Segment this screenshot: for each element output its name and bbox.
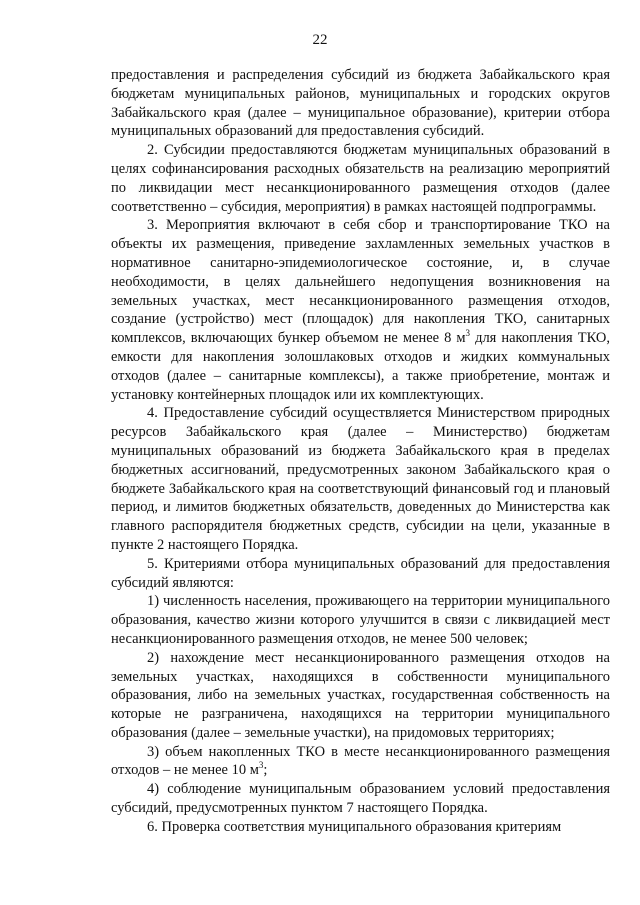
criterion-3-text: 3) объем накопленных ТКО в месте несанкционированного размещения отходов – не менее 10 м: [111, 743, 610, 779]
criterion-3: [111, 743, 610, 781]
criterion-2: 2) нахождение мест несанкционированного размещения отходов на земельных участках, находящихся в собственности муниципального образования, либо на земельных участках, государственная собственность на которые не разграничена, находящихся на территории муниципального образования (далее – земельные участки), на придомовых территориях;: [111, 649, 610, 741]
paragraph-3: [111, 216, 610, 404]
criterion-1: 1) численность населения, проживающего на территории муниципального образования, качество жизни которого улучшится в связи с ликвидацией мест несанкционированного размещения отходов, не менее 500 человек;: [111, 593, 610, 647]
criterion-4: 4) соблюдение муниципальным образованием условий предоставления субсидий, предусмотренных пунктом 7 настоящего Порядка.: [111, 781, 610, 817]
paragraph-5: 5. Критериями отбора муниципальных образований для предоставления субсидий являются:: [111, 555, 610, 591]
paragraph-2: 2. Субсидии предоставляются бюджетам муниципальных образований в целях софинансирования расходных обязательств на реализацию мероприятий по ликвидации мест несанкционированного размещения отходов (далее соответственно – субсидия, мероприятия) в рамках настоящей подпрограммы.: [111, 142, 610, 215]
paragraph-4: 4. Предоставление субсидий осуществляется Министерством природных ресурсов Забайкальского края (далее – Министерство) бюджетам муниципальных образований из бюджета Забайкальского края в пределах бюджетных ассигнований, предусмотренных законом Забайкальского края о бюджете Забайкальского края на соответствующий финансовый год и плановый период, и лимитов бюджетных обязательств, доведенных до Министерства как главного распорядителя бюджетных средств, субсидии на цели, указанные в пункте 2 настоящего Порядка.: [111, 405, 610, 553]
superscript-cubic-1: 3: [465, 328, 471, 339]
superscript-cubic-2: 3: [258, 760, 264, 771]
page-number: 22: [312, 32, 328, 48]
paragraph-3-text-tail: для накопления ТКО, емкости для накопления золошлаковых отходов и жидких коммунальных отходов (далее – санитарные комплексы), а также приобретение, монтаж и установку контейнерных площадок или их комплектующих.: [111, 330, 611, 403]
criterion-3-end: ;: [263, 762, 268, 779]
document-body: [111, 66, 610, 837]
paragraph-6: 6. Проверка соответствия муниципального образования критериям: [147, 818, 562, 835]
paragraph-1-continuation: предоставления и распределения субсидий из бюджета Забайкальского края бюджетам муниципальных районов, муниципальных и городских округов Забайкальского края (далее – муниципальное образование), критерии отбора муниципальных образований для предоставления субсидий.: [111, 67, 610, 140]
paragraph-3-text: 3. Мероприятия включают в себя сбор и транспортирование ТКО на объекты их размещения, приведение захламленных земельных участков в нормативное санитарно-эпидемиологическое состояние, и, в случае необходимости, в целях дальнейшего недопущения возникновения на земельных участках, мест несанкционированного размещения отходов, создание (устройство) мест (площадок) для накопления ТКО, санитарных комплексов, включающих бункер объемом не менее 8 м: [111, 217, 610, 347]
